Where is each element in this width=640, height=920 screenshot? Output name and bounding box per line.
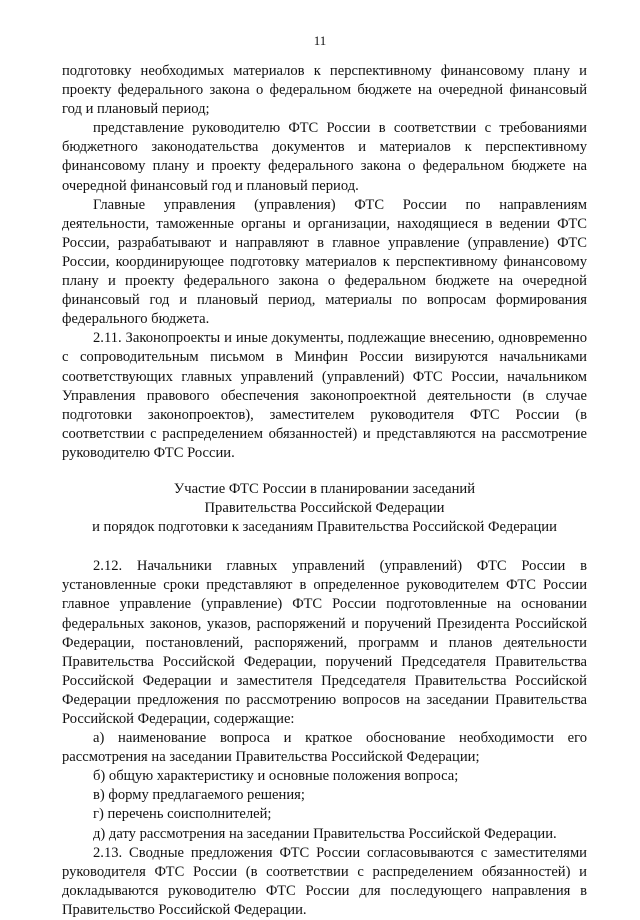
list-item: г) перечень соисполнителей; [93,806,272,823]
section-heading [62,480,587,537]
list-item: в) форму предлагаемого решения; [93,787,305,804]
list-item: а) наименование вопроса и краткое обоснование необходимости его рассмотрения на заседании Правительства Российской Федерации; [62,730,587,766]
paragraph-2-13: 2.13. Сводные предложения ФТС России согласовываются с заместителями руководителя ФТС России (в соответствии с распределением обязанностей) и докладываются руководителю ФТС России для последующего направления в Правительство Российской Федерации. [62,844,587,918]
paragraph: представление руководителю ФТС России в соответствии с требованиями бюджетного законодательства документов и материалов к перспективному финансовому плану и проекту федерального закона о федеральном бюджете на очередной финансовый год и плановый период. [62,120,587,194]
page-number: 11 [313,33,327,48]
paragraph: Главные управления (управления) ФТС России по направлениям деятельности, таможенные органы и организации, находящиеся в ведении ФТС России, разрабатывают и направляют в главное управление (управление) ФТС России, координирующее подготовку материалов к перспективному финансовому плану и проекту федерального закона о федеральном бюджете на очередной финансовый год и плановый период, материалы по вопросам формирования федерального бюджета. [62,196,587,328]
paragraph-2-11: 2.11. Законопроекты и иные документы, подлежащие внесению, одновременно с сопроводительным письмом в Минфин России визируются начальниками соответствующих главных управлений (управлений) ФТС России, начальником Управления правового обеспечения законопроектной деятельности (в случае подготовки законопроектов), заместителем руководителя ФТС России (в соответствии с распределением обязанностей) и представляются на рассмотрение руководителю ФТС России. [62,330,587,461]
section-heading-line: Участие ФТС России в планировании заседаний [173,480,476,497]
paragraph: подготовку необходимых материалов к перспективному финансовому плану и проекту федерального закона о федеральном бюджете на очередной финансовый год и плановый период; [62,63,587,118]
section-heading-line: Правительства Российской Федерации [204,500,445,517]
document-body [62,62,587,920]
list-item: б) общую характеристику и основные положения вопроса; [93,768,459,785]
section-heading-line: и порядок подготовки к заседаниям Правительства Российской Федерации [92,519,557,536]
list-item: д) дату рассмотрения на заседании Правительства Российской Федерации. [93,825,557,842]
paragraph-2-12: 2.12. Начальники главных управлений (управлений) ФТС России в установленные сроки представляют в определенное руководителем ФТС России главное управление (управление) ФТС России подготовленные на основании федеральных законов, указов, распоряжений и поручений Президента Российской Федерации, постановлений, распоряжений, программ и планов деятельности Правительства Российской Федерации, поручений Председателя Правительства Российской Федерации и заместителя Председателя Правительства Российской Федерации предложения по рассмотрению вопросов на заседании Правительства Российской Федерации, содержащие: [62,558,587,727]
